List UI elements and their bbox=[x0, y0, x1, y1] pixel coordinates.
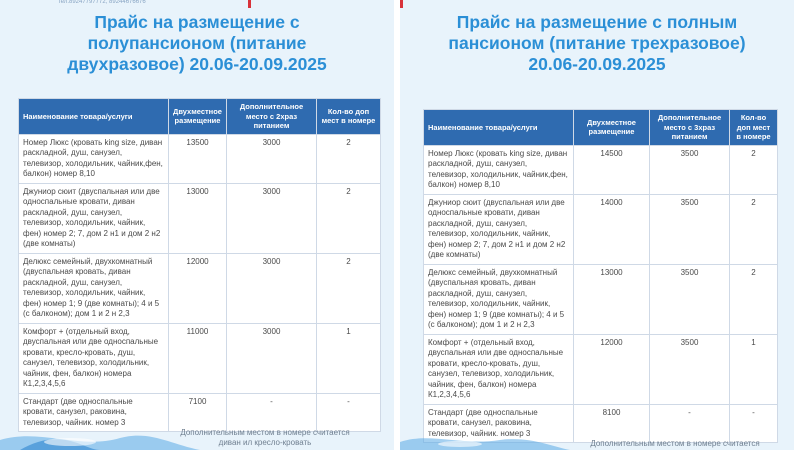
extra-bed-price: - bbox=[227, 393, 317, 432]
table-row bbox=[19, 134, 381, 183]
brand-mark bbox=[400, 0, 403, 8]
room-description: Джуниор сюит (двуспальная или две односпальные кровати, диван раскладной, душ, санузел, телевизор, холодильник, чайник, фен) номер 2; 7, дом 2 н1 и дом 2 н2 (две комнаты) bbox=[424, 194, 574, 264]
extra-bed-count: 2 bbox=[317, 253, 381, 323]
footnote bbox=[570, 439, 780, 449]
footnote-line: Дополнительным местом в номере считается bbox=[590, 439, 760, 448]
extra-bed-price: 3500 bbox=[650, 145, 730, 194]
extra-bed-count: 1 bbox=[730, 334, 778, 404]
column-header: Кол-во доп мест в номере bbox=[730, 110, 778, 146]
title-line: двухразовое) 20.06-20.09.2025 bbox=[67, 54, 327, 74]
phone-numbers: тел.89247797772, 89244676676 bbox=[58, 0, 146, 5]
extra-bed-count: - bbox=[317, 393, 381, 432]
room-description: Джуниор сюит (двуспальная или две односпальные кровати, диван раскладной, душ, санузел, телевизор, холодильник, чайник, фен) номер 2; 7, дом 2 н1 и дом 2 н2 (две комнаты) bbox=[19, 183, 169, 253]
footnote-line: диван ил кресло-кровать bbox=[218, 438, 312, 447]
page-title bbox=[400, 12, 794, 75]
table-row bbox=[19, 183, 381, 253]
extra-bed-price: 3000 bbox=[227, 323, 317, 393]
table-row bbox=[424, 334, 778, 404]
table-row bbox=[424, 194, 778, 264]
extra-bed-count: - bbox=[730, 404, 778, 443]
price-sheet-half-board bbox=[0, 0, 394, 450]
extra-bed-count: 2 bbox=[730, 145, 778, 194]
room-description: Комфорт + (отдельный вход, двуспальная или две односпальные кровати, кресло-кровать, душ, санузел, телевизор, холодильник, чайник, фен, балкон) номера К1,2,3,4,5,6 bbox=[19, 323, 169, 393]
extra-bed-price: 3000 bbox=[227, 134, 317, 183]
room-price: 14000 bbox=[574, 194, 650, 264]
room-price: 7100 bbox=[169, 393, 227, 432]
room-description: Номер Люкс (кровать king size, диван раскладной, душ, санузел, телевизор, холодильник, чайник,фен, балкон) номер 8,10 bbox=[424, 145, 574, 194]
extra-bed-count: 1 bbox=[317, 323, 381, 393]
extra-bed-count: 2 bbox=[317, 134, 381, 183]
column-header: Наименование товара/услуги bbox=[424, 110, 574, 146]
room-price: 11000 bbox=[169, 323, 227, 393]
extra-bed-price: 3500 bbox=[650, 264, 730, 334]
title-line: 20.06-20.09.2025 bbox=[528, 54, 666, 74]
room-price: 8100 bbox=[574, 404, 650, 443]
room-description: Делюкс семейный, двухкомнатный (двуспальная кровать, диван раскладной, душ, санузел, телевизор, холодильник, чайник, фен) номер 1; 9 (две комнаты); 4 и 5 (с балконом); дом 1 и 2 н 2,3 bbox=[19, 253, 169, 323]
table-row bbox=[424, 264, 778, 334]
room-description: Стандарт (две односпальные кровати, санузел, раковина, телевизор, чайник. номер 3 bbox=[19, 393, 169, 432]
title-line: полупансионом (питание bbox=[87, 33, 307, 53]
table-header-row bbox=[424, 110, 778, 146]
title-line: Прайс на размещение с полным bbox=[456, 12, 738, 32]
title-line: пансионом (питание трехразовое) bbox=[448, 33, 746, 53]
footnote-line: Дополнительным местом в номере считается bbox=[180, 428, 350, 437]
page-edge bbox=[794, 0, 800, 450]
brand-mark bbox=[248, 0, 251, 8]
title-line: Прайс на размещение с bbox=[94, 12, 300, 32]
room-description: Номер Люкс (кровать king size, диван раскладной, душ, санузел, телевизор, холодильник, чайник,фен, балкон) номер 8,10 bbox=[19, 134, 169, 183]
extra-bed-price: - bbox=[650, 404, 730, 443]
room-description: Стандарт (две односпальные кровати, санузел, раковина, телевизор, чайник. номер 3 bbox=[424, 404, 574, 443]
extra-bed-price: 3500 bbox=[650, 194, 730, 264]
price-sheet-full-board bbox=[400, 0, 794, 450]
extra-bed-price: 3500 bbox=[650, 334, 730, 404]
column-header: Наименование товара/услуги bbox=[19, 99, 169, 135]
footnote bbox=[150, 428, 380, 448]
table-row bbox=[19, 253, 381, 323]
table-row bbox=[19, 323, 381, 393]
room-description: Делюкс семейный, двухкомнатный (двуспальная кровать, диван раскладной, душ, санузел, телевизор, холодильник, чайник, фен) номер 1; 9 (две комнаты); 4 и 5 (с балконом); дом 1 и 2 н 2,3 bbox=[424, 264, 574, 334]
column-header: Дополнительное место с 3храз питанием bbox=[650, 110, 730, 146]
room-price: 13000 bbox=[169, 183, 227, 253]
column-header: Двухместное размещение bbox=[574, 110, 650, 146]
column-header: Дополнительное место с 2храз питанием bbox=[227, 99, 317, 135]
price-table bbox=[18, 98, 381, 432]
room-price: 13500 bbox=[169, 134, 227, 183]
extra-bed-price: 3000 bbox=[227, 253, 317, 323]
extra-bed-price: 3000 bbox=[227, 183, 317, 253]
table-row bbox=[424, 145, 778, 194]
extra-bed-count: 2 bbox=[317, 183, 381, 253]
room-description: Комфорт + (отдельный вход, двуспальная или две односпальные кровати, кресло-кровать, душ, санузел, телевизор, холодильник, чайник, фен, балкон) номера К1,2,3,4,5,6 bbox=[424, 334, 574, 404]
extra-bed-count: 2 bbox=[730, 264, 778, 334]
table-header-row bbox=[19, 99, 381, 135]
room-price: 12000 bbox=[169, 253, 227, 323]
price-table bbox=[423, 109, 778, 443]
room-price: 12000 bbox=[574, 334, 650, 404]
column-header: Кол-во доп мест в номере bbox=[317, 99, 381, 135]
extra-bed-count: 2 bbox=[730, 194, 778, 264]
room-price: 14500 bbox=[574, 145, 650, 194]
page-title bbox=[0, 12, 394, 75]
column-header: Двухместное размещение bbox=[169, 99, 227, 135]
room-price: 13000 bbox=[574, 264, 650, 334]
